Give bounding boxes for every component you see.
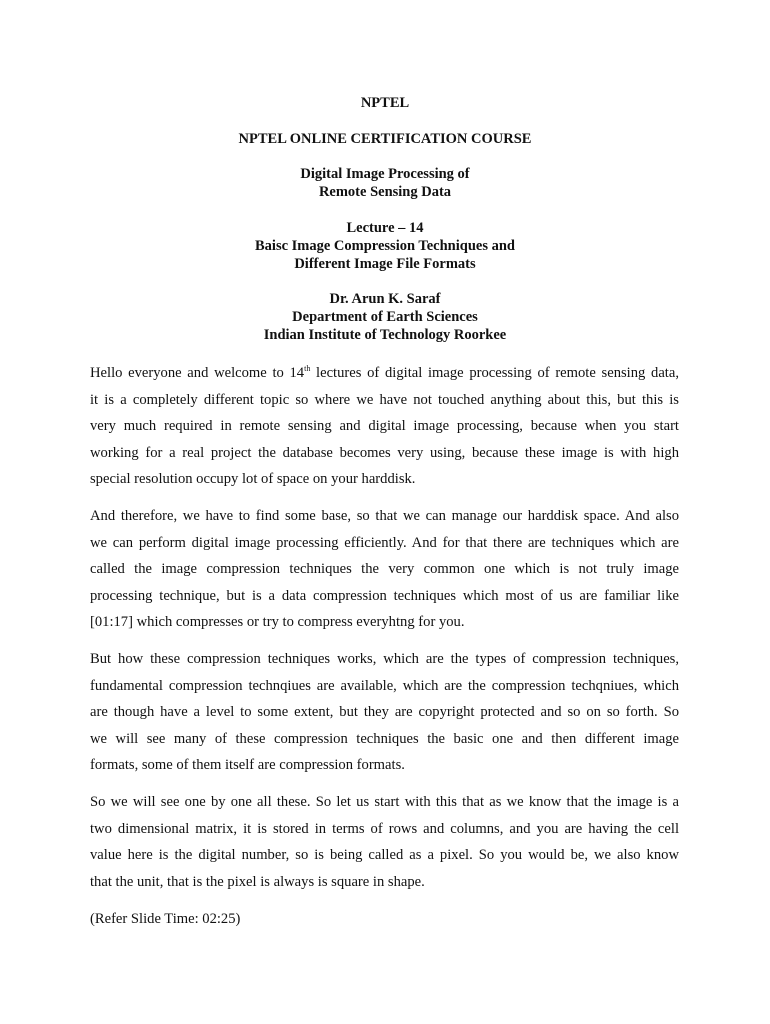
paragraph-line: that the unit, that is the pixel is always is square in shape. (90, 873, 425, 890)
paragraph (90, 906, 679, 933)
paragraph-line: it is a completely different topic so where we have not touched anything about this, but this is (90, 391, 679, 408)
paragraph-line: very much required in remote sensing and digital image processing, because when you start (90, 418, 679, 434)
author-line: Department of Earth Sciences (292, 309, 478, 325)
author-heading (0, 290, 770, 344)
paragraph (90, 789, 679, 895)
lecture-heading (0, 219, 770, 273)
text: lectures of digital image processing of remote sensing data, (310, 365, 679, 381)
paragraph-line: we can perform digital image processing efficiently. And for that there are techniques which are (90, 534, 679, 551)
course-name: NPTEL ONLINE CERTIFICATION COURSE (238, 131, 532, 147)
paragraph-line: [01:17] which compresses or try to compress everyhtng for you. (90, 614, 465, 630)
title-line: Remote Sensing Data (318, 184, 452, 200)
paragraph-line: called the image compression techniques the very common one which is not truly image (90, 561, 679, 577)
paragraph-line: two dimensional matrix, it is stored in terms of rows and columns, and you are having the cell (90, 820, 679, 837)
org-name: NPTEL (360, 95, 410, 111)
course-heading (0, 130, 770, 148)
org-heading (0, 94, 770, 112)
transcript-body (90, 360, 679, 943)
lecture-line: Baisc Image Compression Techniques and (255, 238, 515, 254)
paragraph-line: But how these compression techniques works, which are the types of compression techniques, (90, 651, 679, 667)
paragraph-line: value here is the digital number, so is being called as a pixel. So you would be, we also know (90, 847, 679, 863)
paragraph-line (90, 360, 679, 387)
author-line: Indian Institute of Technology Roorkee (263, 327, 507, 343)
paragraph (90, 646, 679, 779)
paragraph (90, 503, 679, 636)
lecture-line: Lecture – 14 (346, 220, 424, 236)
paragraph-line: processing technique, but is a data compression techniques which most of us are familiar like (90, 587, 679, 604)
text: Hello everyone and welcome to 14 (90, 365, 305, 381)
paragraph-line: working for a real project the database becomes very using, because these image is with high (90, 444, 679, 461)
paragraph (90, 360, 679, 493)
lecture-line: Different Image File Formats (294, 256, 476, 272)
paragraph-line: (Refer Slide Time: 02:25) (90, 910, 241, 927)
paragraph-line: fundamental compression technqiues are available, which are the compression techqniues, which (90, 677, 679, 694)
paragraph-line: formats, some of them itself are compression formats. (90, 757, 405, 773)
paragraph-line: are though have a level to some extent, but they are copyright protected and so on so forth. So (90, 704, 679, 720)
paragraph-line: And therefore, we have to find some base, so that we can manage our harddisk space. And also (90, 508, 679, 524)
paragraph-line: we will see many of these compression techniques the basic one and then different image (90, 730, 679, 747)
paragraph-line: So we will see one by one all these. So let us start with this that as we know that the image is a (90, 794, 679, 810)
title-heading (0, 165, 770, 201)
title-line: Digital Image Processing of (300, 166, 470, 182)
superscript: th (304, 364, 311, 374)
author-line: Dr. Arun K. Saraf (329, 291, 441, 307)
paragraph-line: special resolution occupy lot of space on your harddisk. (90, 471, 416, 487)
